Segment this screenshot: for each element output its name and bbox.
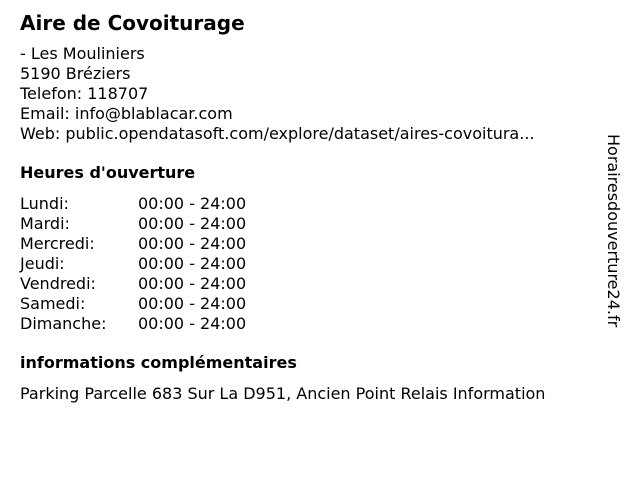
city-line: 5190 Bréziers [20, 64, 131, 83]
phone-line: Telefon: 118707 [20, 84, 149, 103]
additional-info-heading: informations complémentaires [20, 353, 297, 372]
day-hours: 00:00 - 24:00 [138, 294, 247, 313]
day-label: Vendredi: [20, 274, 96, 293]
day-hours: 00:00 - 24:00 [138, 254, 247, 273]
day-label: Mercredi: [20, 234, 95, 253]
day-label: Dimanche: [20, 314, 107, 333]
day-hours: 00:00 - 24:00 [138, 314, 247, 333]
opening-hours-heading: Heures d'ouverture [20, 163, 196, 182]
site-watermark: Horairesdouverture24.fr [604, 134, 623, 328]
day-label: Samedi: [20, 294, 86, 313]
web-line: Web: public.opendatasoft.com/explore/dataset/aires-covoitura... [20, 124, 535, 143]
day-hours: 00:00 - 24:00 [138, 234, 247, 253]
street-line: - Les Mouliniers [20, 44, 145, 63]
address-block [20, 44, 535, 144]
day-hours: 00:00 - 24:00 [138, 194, 247, 213]
place-title: Aire de Covoiturage [20, 11, 245, 35]
day-label: Lundi: [20, 194, 69, 213]
day-label: Mardi: [20, 214, 70, 233]
email-line: Email: info@blablacar.com [20, 104, 233, 123]
day-hours: 00:00 - 24:00 [138, 274, 247, 293]
additional-info-text: Parking Parcelle 683 Sur La D951, Ancien Point Relais Information [20, 384, 546, 403]
day-hours: 00:00 - 24:00 [138, 214, 247, 233]
day-label: Jeudi: [20, 254, 65, 273]
